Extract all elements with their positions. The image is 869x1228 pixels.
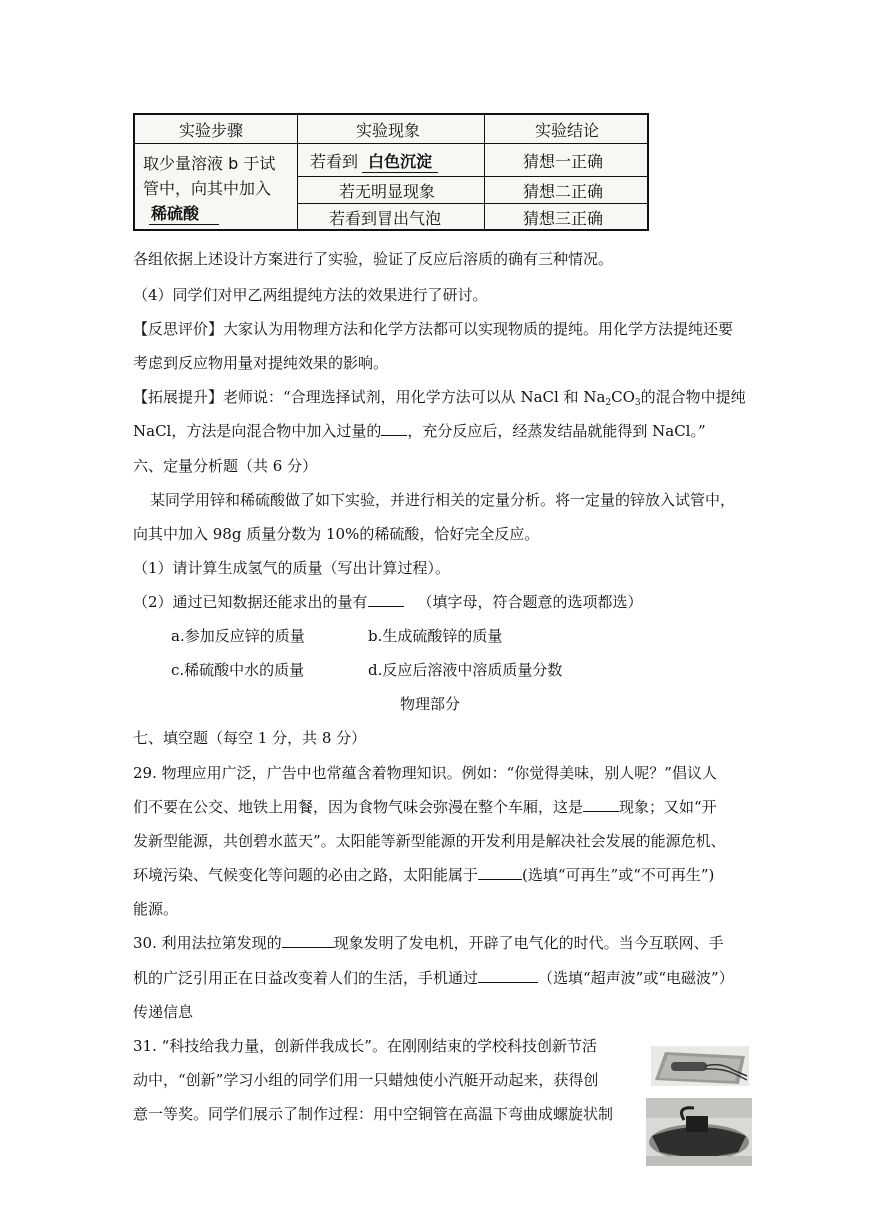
table-row-conclusion: 猜想三正确 [523,209,604,228]
question: （1）请计算生成氢气的质量（写出计算过程）。 [133,559,451,577]
answer-text: 稀硫酸 [149,201,219,225]
section-heading: 七、填空题（每空 1 分，共 8 分） [133,729,367,747]
paragraph: 动中，“创新”学习小组的同学们用一只蜡烛使小汽艇开动起来，获得创 [133,1071,599,1089]
experiment-table [133,113,649,231]
paragraph: 31. “科技给我力量，创新伴我成长”。在刚刚结束的学校科技创新节活 [133,1037,597,1055]
text-span: 环境污染、气候变化等问题的必由之路，太阳能属于 [133,866,479,884]
paragraph: 某同学用锌和稀硫酸做了如下实验，并进行相关的定量分析。将一定量的锌放入试管中， [150,491,736,509]
paragraph: 考虑到反应物用量对提纯效果的影响。 [133,354,389,372]
option: d.反应后溶液中溶质质量分数 [368,661,563,679]
paragraph: 发新型能源，共创碧水蓝天”。太阳能等新型能源的开发利用是解决社会发展的能源危机、 [133,832,726,850]
table-row-conclusion: 猜想二正确 [523,182,604,201]
table-row-conclusion: 猜想一正确 [523,152,604,171]
text-span: 现象；又如“开 [619,798,717,816]
text-span: （2）通过已知数据还能求出的量有 [133,593,368,611]
answer-text: 白色沉淀 [362,149,438,173]
table-divider [297,176,647,177]
section-heading: 六、定量分析题（共 6 分） [133,457,318,475]
paragraph: 各组依据上述设计方案进行了实验，验证了反应后溶质的确有三种情况。 [133,250,614,268]
table-divider [484,115,485,229]
table-step-line: 取少量溶液 b 于试 [143,154,276,173]
answer-blank [478,865,522,880]
option: a.参加反应锌的质量 [171,627,305,645]
table-header: 实验现象 [356,121,421,140]
paragraph: 29. 物理应用广泛，广告中也常蕴含着物理知识。例如：“你觉得美味，别人呢？”倡议人 [133,764,717,782]
table-row-phenomenon: 若无明显现象 [339,182,436,201]
option: b.生成硫酸锌的质量 [368,627,503,645]
text-span: 机的广泛引用正在日益改变着人们的生活，手机通过 [133,969,479,987]
option: c.稀硫酸中水的质量 [171,661,305,679]
answer-blank [282,933,334,948]
paragraph: 传递信息 [133,1003,194,1021]
paragraph: 能源。 [133,900,179,918]
paragraph [133,864,714,885]
text-span: 30. 利用法拉第发现的 [133,934,282,952]
answer-blank [368,592,404,607]
paragraph: （4）同学们对甲乙两组提纯方法的效果进行了研讨。 [133,286,488,304]
phenomenon-prefix: 若看到 [310,152,359,171]
table-step-line: 管中，向其中加入 [143,179,272,198]
answer-blank [583,797,619,812]
paragraph: 向其中加入 98g 质量分数为 10%的稀硫酸，恰好完全反应。 [133,525,540,543]
paragraph [133,967,734,988]
text-span: 们不要在公交、地铁上用餐，因为食物气味会弥漫在整个车厢，这是 [133,798,584,816]
text-span: （选填“超声波”或“电磁波”） [538,969,734,987]
table-row-phenomenon [310,149,438,173]
text-span: CO [611,388,635,406]
paragraph [133,796,717,817]
paragraph: 意一等奖。同学们展示了制作过程：用中空铜管在高温下弯曲成螺旋状制 [133,1105,614,1123]
copper-coil-photo [651,1046,749,1086]
table-row-phenomenon: 若看到冒出气泡 [329,209,442,228]
text-span: ，充分反应后，经蒸发结晶就能得到 NaCl。” [407,422,706,440]
paragraph [133,420,706,441]
text-span: 现象发明了发电机，开辟了电气化的时代。当今互联网、手 [333,934,724,952]
section-title: 物理部分 [400,695,461,713]
paragraph: 【反思评价】大家认为用物理方法和化学方法都可以实现物质的提纯。用化学方法提纯还要 [133,320,734,338]
question [133,591,643,612]
text-span: （填字母，符合题意的选项都选） [417,593,643,611]
paragraph [133,932,724,953]
text-span: 【拓展提升】老师说：“合理选择试剂，用化学方法可以从 NaCl 和 Na [133,388,606,406]
text-span: NaCl，方法是向混合物中加入过量的 [133,422,382,440]
candle-boat-photo [646,1098,752,1166]
paragraph [133,386,746,408]
subscript: 3 [634,398,641,408]
table-step-answer [149,201,219,225]
table-divider [297,203,647,204]
subscript: 2 [605,398,612,408]
text-span: (选填“可再生”或“不可再生”) [522,866,715,884]
answer-blank [381,421,407,436]
answer-blank [478,968,538,983]
table-header: 实验结论 [535,121,600,140]
table-divider [297,115,298,229]
table-header: 实验步骤 [179,121,244,140]
text-span: 的混合物中提纯 [640,388,746,406]
table-divider [135,143,647,144]
